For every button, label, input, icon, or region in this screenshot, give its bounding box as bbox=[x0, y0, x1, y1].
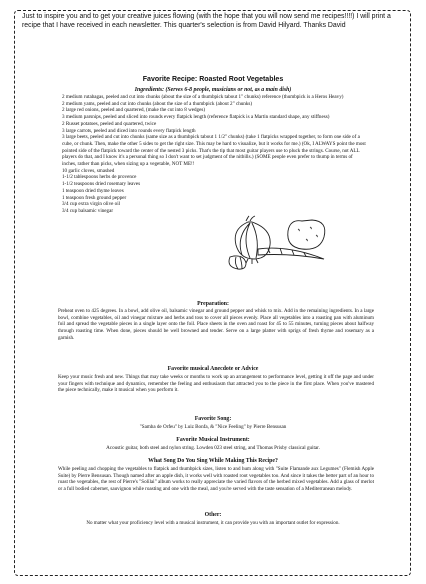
ingredient-item: 1 teaspoon fresh ground pepper bbox=[62, 194, 127, 201]
preparation-heading: Preparation: bbox=[197, 301, 229, 307]
song-while-cooking-heading: What Song Do You Sing While Making This Recipe? bbox=[148, 458, 278, 464]
ingredient-item: 2 Russet potatoes, peeled and quartered, twice bbox=[62, 120, 157, 127]
song-heading: Favorite Song: bbox=[194, 416, 232, 422]
ingredient-item: 10 garlic cloves, smashed bbox=[62, 167, 115, 174]
recipe-title: Favorite Recipe: Roasted Root Vegetables bbox=[142, 76, 284, 83]
other-text: No matter what your proficiency level with a musical instrument, it can provide you with an important outlet for expression. bbox=[86, 520, 340, 526]
anecdote-heading: Favorite musical Anecdote or Advice bbox=[167, 366, 259, 372]
song-while-cooking-text: While peeling and chopping the vegetables to flatpick and thumbpick sizes, listen to and hum along with "Suite Flamande aux Legumes" (Flemish Apple Suite) by Pierre Bensusan. Though named after an apple dish, it works well with roasted root vegetables too. And since it takes the better part of an hour to roast the vegetables, the rest of Pierre's "Solilai" album works to really appreciate the varied flavors of the herbed mixed vegetables. Add a glass of merlot or a full bodied cabernet, sauvignon while roasting and one with the meal, and you're served with the taste sensation of a Mediterranean melody. bbox=[58, 466, 374, 493]
ingredient-item: 1 teaspoon dried thyme leaves bbox=[62, 187, 124, 194]
anecdote-text: Keep your music fresh and new. Things that may take weeks or months to work up an arrangement to performance level, getting it off the page and under your fingers with technique and dynamics, remember the feeling and enthusiasm that attracted you to the piece in the first place. When you've mastered the piece technically, make it musical when you perform it. bbox=[58, 374, 374, 394]
ingredient-item: 3 large carrots, peeled and diced into rounds every flatpick length bbox=[62, 127, 196, 134]
ingredient-item: 2 medium rutabagas, peeled and cut into chunks (about the size of a thumbpick tabout 1" chunks) reference (thumbpick is a Heros Heavy) bbox=[62, 94, 344, 100]
instrument-heading: Favorite Musical Instrument: bbox=[176, 437, 250, 443]
ingredient-item: 1-1/2 tablespoons herbs de provence bbox=[62, 174, 137, 181]
ingredient-item: 3 large beets, peeled and cut into chunks (same size as a thumbpick tabout 1 1/2" chunks) (take 1 flatpicks wrapped together, to form one side of a cube, or chunk. Then, make the other 5 sides to get the right size. This may be hard to visualize, but it works for me.) (Ok, I ALWAYS point the most pointed side of the flatpick toward the center of the nested 3 picks. That's the tip that most guitar players use to pluck the strings. Course, not ALL players do that, and I know it's a personal thing so I don't want to set judgment of the nitbills.) (SOME people even prefer to thump in terms of inches, rather than picks, when sizing up a vegetable, NOT ME!! bbox=[62, 134, 366, 168]
ingredient-item: 1-1/2 teaspoons dried rosemary leaves bbox=[62, 181, 141, 188]
ingredients-heading: Ingredients: (Serves 6-8 people, musicians or not, as a main dish) bbox=[134, 87, 292, 93]
ingredients-list bbox=[62, 94, 366, 215]
ingredient-item: 2 large red onions, peeled and quartered, (make the cut into 8 wedges) bbox=[62, 107, 206, 114]
ingredient-item: 3/4 cup balsamic vinegar bbox=[62, 207, 114, 214]
other-heading: Other: bbox=[204, 512, 222, 518]
ingredient-item: 2 medium yams, peeled and cut into chunks (about the size of a thumbpick (about 2" chunks) bbox=[62, 100, 253, 107]
ingredient-item: 3 medium parsnips, peeled and sliced into rounds every flatpick length (reference flatpick is a Martin standard shape, any stiffness) bbox=[62, 114, 330, 121]
vegetables-illustration bbox=[228, 215, 338, 273]
preparation-text: Preheat oven to 425 degrees. In a bowl, add olive oil, balsamic vinegar and ground pepper and whisk to mix. Add in the remaining ingredients. In a large bowl, combine vegetables, oil and vinegar mixture and herbs and toss to cover all pieces evenly. Place all vegetables into a roasting pan with aluminum foil and spread the vegetable pieces in a single layer onto the foil. Place sheets in the oven and roast for 45 to 55 minutes, turning pieces about halfway through roasting time. When done, pieces should be well browned and tender. Serve on a large platter with sprigs of fresh thyme and rosemary as a garnish. bbox=[58, 308, 374, 341]
instrument-text: Acoustic guitar, both steel and nylon string. Lowden 023 steel string, and Thomas Prisby classical guitar. bbox=[106, 445, 320, 451]
song-text: "Samba de Orfeu" by Luiz Bonfa, & "Nice Feeling" by Pierre Bensusan bbox=[139, 424, 287, 430]
intro-text: Just to inspire you and to get your creative juices flowing (with the hope that you will now send me recipes!!!!) I will print a recipe that I have received in each newsletter. This quarter's selection is from David Hilyard. Thanks David bbox=[22, 13, 391, 29]
ingredient-item: 3/4 cup extra virgin olive oil bbox=[62, 201, 121, 208]
